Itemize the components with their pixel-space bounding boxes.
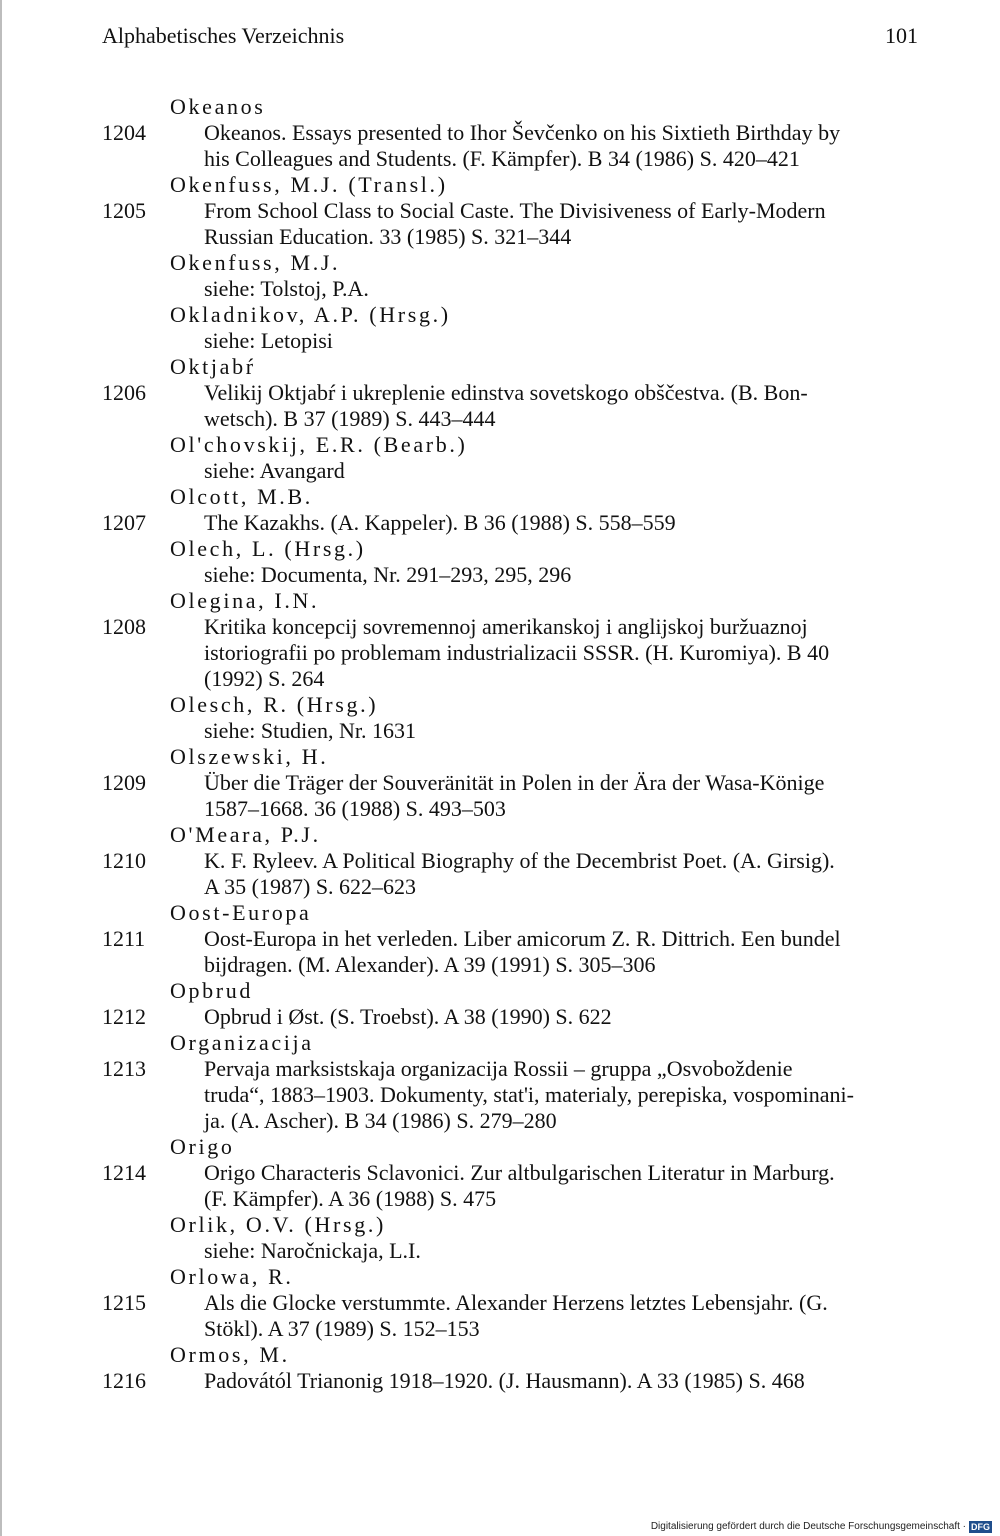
index-heading-text: Organizacija bbox=[170, 1030, 314, 1055]
entry-number: 1204 bbox=[102, 120, 146, 145]
index-heading bbox=[0, 744, 1000, 770]
entry-continuation-text: istoriografii po problemam industrializacii SSSR. (H. Kuromiya). B 40 bbox=[204, 640, 830, 665]
index-heading bbox=[0, 536, 1000, 562]
entry-continuation bbox=[0, 562, 1000, 588]
index-entry bbox=[0, 1368, 1000, 1394]
index-heading-text: Okladnikov, A.P. (Hrsg.) bbox=[170, 302, 451, 327]
digitization-credit-text: Digitalisierung gefördert durch die Deutsche Forschungsgemeinschaft · bbox=[650, 1521, 966, 1532]
entry-text: K. F. Ryleev. A Political Biography of the Decembrist Poet. (A. Girsig). bbox=[204, 848, 835, 873]
entry-continuation bbox=[0, 874, 1000, 900]
entry-number: 1207 bbox=[102, 510, 146, 535]
index-entry bbox=[0, 120, 1000, 146]
index-heading-text: Orlik, O.V. (Hrsg.) bbox=[170, 1212, 386, 1237]
entry-number: 1205 bbox=[102, 198, 146, 223]
entry-text: Als die Glocke verstummte. Alexander Herzens letztes Lebensjahr. (G. bbox=[204, 1290, 828, 1315]
entry-number: 1213 bbox=[102, 1056, 146, 1081]
index-heading bbox=[0, 354, 1000, 380]
index-heading-text: Oktjabŕ bbox=[170, 354, 256, 379]
index-entry bbox=[0, 1290, 1000, 1316]
index-heading bbox=[0, 1212, 1000, 1238]
entry-continuation bbox=[0, 718, 1000, 744]
page-number: 101 bbox=[885, 23, 918, 48]
entry-continuation bbox=[0, 406, 1000, 432]
entry-continuation bbox=[0, 796, 1000, 822]
entry-continuation-text: Russian Education. 33 (1985) S. 321–344 bbox=[204, 224, 572, 249]
entry-continuation-text: siehe: Avangard bbox=[204, 458, 345, 483]
entry-text: Opbrud i Øst. (S. Troebst). A 38 (1990) S. 622 bbox=[204, 1004, 612, 1029]
entry-continuation-text: siehe: Naročnickaja, L.I. bbox=[204, 1238, 421, 1263]
entry-continuation-text: (F. Kämpfer). A 36 (1988) S. 475 bbox=[204, 1186, 497, 1211]
entry-continuation-text: (1992) S. 264 bbox=[204, 666, 325, 691]
index-heading-text: Okeanos bbox=[170, 94, 266, 119]
entry-number: 1215 bbox=[102, 1290, 146, 1315]
entry-continuation-text: siehe: Letopisi bbox=[204, 328, 333, 353]
index-entry bbox=[0, 380, 1000, 406]
entry-continuation-text: bijdragen. (M. Alexander). A 39 (1991) S. 305–306 bbox=[204, 952, 656, 977]
entry-number: 1208 bbox=[102, 614, 146, 639]
entry-continuation-text: Stökl). A 37 (1989) S. 152–153 bbox=[204, 1316, 480, 1341]
index-heading-text: Olszewski, H. bbox=[170, 744, 329, 769]
index-heading-text: Ormos, M. bbox=[170, 1342, 290, 1367]
entry-text: Kritika koncepcij sovremennoj amerikanskoj i anglijskoj buržuaznoj bbox=[204, 614, 808, 639]
entry-continuation-text: 1587–1668. 36 (1988) S. 493–503 bbox=[204, 796, 506, 821]
entry-number: 1214 bbox=[102, 1160, 146, 1185]
entry-number: 1211 bbox=[102, 926, 146, 951]
index-heading bbox=[0, 172, 1000, 198]
entry-continuation bbox=[0, 1186, 1000, 1212]
entry-continuation bbox=[0, 328, 1000, 354]
index-heading bbox=[0, 1030, 1000, 1056]
entry-number: 1216 bbox=[102, 1368, 146, 1393]
entry-text: The Kazakhs. (A. Kappeler). B 36 (1988) S. 558–559 bbox=[204, 510, 676, 535]
entry-continuation bbox=[0, 1316, 1000, 1342]
entry-text: Pervaja marksistskaja organizacija Rossii – gruppa „Osvoboždenie bbox=[204, 1056, 793, 1081]
index-entry bbox=[0, 1004, 1000, 1030]
entry-continuation bbox=[0, 1108, 1000, 1134]
index-heading-text: Origo bbox=[170, 1134, 235, 1159]
index-heading-text: Oost-Europa bbox=[170, 900, 312, 925]
index-heading-text: Olesch, R. (Hrsg.) bbox=[170, 692, 379, 717]
running-head-title: Alphabetisches Verzeichnis bbox=[102, 23, 345, 48]
index-entry bbox=[0, 1160, 1000, 1186]
entry-continuation bbox=[0, 666, 1000, 692]
digitization-credit bbox=[651, 1520, 992, 1534]
entry-number: 1210 bbox=[102, 848, 146, 873]
entry-continuation-text: ja. (A. Ascher). B 34 (1986) S. 279–280 bbox=[204, 1108, 557, 1133]
index-entry bbox=[0, 614, 1000, 640]
entry-number: 1212 bbox=[102, 1004, 146, 1029]
entry-continuation-text: wetsch). B 37 (1989) S. 443–444 bbox=[204, 406, 496, 431]
entry-text: Padovától Trianonig 1918–1920. (J. Hausmann). A 33 (1985) S. 468 bbox=[204, 1368, 805, 1393]
entry-continuation-text: siehe: Documenta, Nr. 291–293, 295, 296 bbox=[204, 562, 572, 587]
entry-continuation bbox=[0, 1238, 1000, 1264]
entry-continuation bbox=[0, 146, 1000, 172]
entry-continuation bbox=[0, 640, 1000, 666]
entry-continuation bbox=[0, 224, 1000, 250]
entry-text: Velikij Oktjabŕ i ukreplenie edinstva sovetskogo obščestva. (B. Bon- bbox=[204, 380, 808, 405]
entry-text: Oost-Europa in het verleden. Liber amicorum Z. R. Dittrich. Een bundel bbox=[204, 926, 841, 951]
index-heading bbox=[0, 900, 1000, 926]
index-heading-text: Okenfuss, M.J. bbox=[170, 250, 341, 275]
index-heading-text: O'Meara, P.J. bbox=[170, 822, 321, 847]
entry-number: 1209 bbox=[102, 770, 146, 795]
index-entry bbox=[0, 848, 1000, 874]
index-heading-text: Orlowa, R. bbox=[170, 1264, 294, 1289]
index-entry bbox=[0, 510, 1000, 536]
entry-continuation-text: his Colleagues and Students. (F. Kämpfer). B 34 (1986) S. 420–421 bbox=[204, 146, 800, 171]
entry-continuation bbox=[0, 952, 1000, 978]
index-entry bbox=[0, 770, 1000, 796]
entry-continuation bbox=[0, 1082, 1000, 1108]
entry-number: 1206 bbox=[102, 380, 146, 405]
index-heading-text: Olcott, M.B. bbox=[170, 484, 313, 509]
entry-continuation bbox=[0, 458, 1000, 484]
index-heading bbox=[0, 1264, 1000, 1290]
index-heading bbox=[0, 250, 1000, 276]
entry-continuation bbox=[0, 276, 1000, 302]
index-heading bbox=[0, 588, 1000, 614]
entry-text: Okeanos. Essays presented to Ihor Ševčenko on his Sixtieth Birthday by bbox=[204, 120, 841, 145]
index-entry bbox=[0, 198, 1000, 224]
entry-continuation-text: truda“, 1883–1903. Dokumenty, stat'i, materialy, perepiska, vospominani- bbox=[204, 1082, 854, 1107]
index-entry bbox=[0, 926, 1000, 952]
index-entry bbox=[0, 1056, 1000, 1082]
index-entries bbox=[0, 94, 1000, 1394]
entry-text: Origo Characteris Sclavonici. Zur altbulgarischen Literatur in Marburg. bbox=[204, 1160, 835, 1185]
index-heading-text: Olech, L. (Hrsg.) bbox=[170, 536, 366, 561]
index-heading-text: Opbrud bbox=[170, 978, 254, 1003]
index-heading bbox=[0, 692, 1000, 718]
index-heading bbox=[0, 302, 1000, 328]
index-heading bbox=[0, 94, 1000, 120]
index-heading-text: Okenfuss, M.J. (Transl.) bbox=[170, 172, 448, 197]
entry-text: Über die Träger der Souveränität in Polen in der Ära der Wasa-Könige bbox=[204, 770, 825, 795]
entry-text: From School Class to Social Caste. The Divisiveness of Early-Modern bbox=[204, 198, 826, 223]
entry-continuation-text: A 35 (1987) S. 622–623 bbox=[204, 874, 417, 899]
running-head bbox=[102, 22, 918, 50]
index-heading bbox=[0, 1134, 1000, 1160]
index-heading bbox=[0, 978, 1000, 1004]
index-heading bbox=[0, 1342, 1000, 1368]
index-heading bbox=[0, 432, 1000, 458]
index-heading bbox=[0, 822, 1000, 848]
index-heading-text: Ol'chovskij, E.R. (Bearb.) bbox=[170, 432, 468, 457]
dfg-logo: DFG bbox=[971, 1522, 990, 1532]
entry-continuation-text: siehe: Tolstoj, P.A. bbox=[204, 276, 369, 301]
index-heading-text: Olegina, I.N. bbox=[170, 588, 320, 613]
entry-continuation-text: siehe: Studien, Nr. 1631 bbox=[204, 718, 417, 743]
index-heading bbox=[0, 484, 1000, 510]
